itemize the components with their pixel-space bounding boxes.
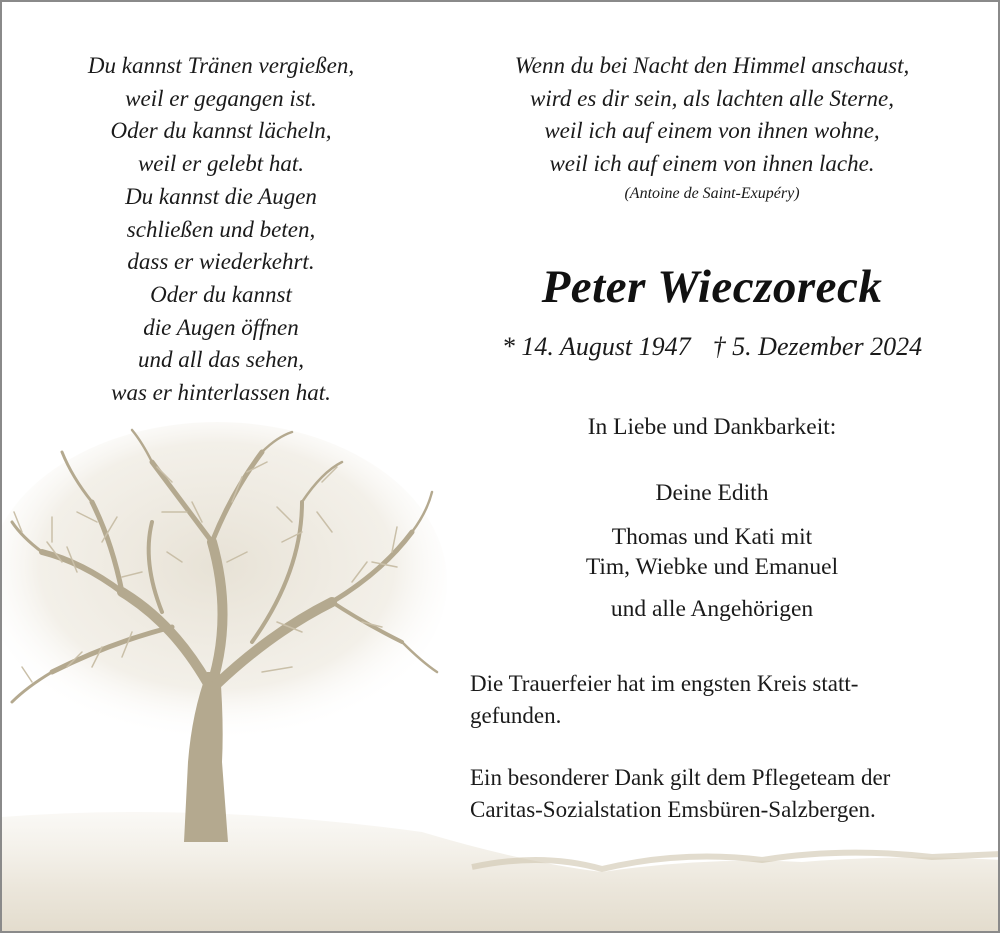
poem-line: Du kannst die Augen xyxy=(125,183,317,209)
funeral-note-line xyxy=(470,668,954,700)
poem-line: die Augen öffnen xyxy=(143,314,299,340)
poem-line: weil er gelebt hat. xyxy=(137,151,305,177)
life-dates xyxy=(462,332,962,362)
poem-line: weil ich auf einem von ihnen wohne, xyxy=(544,118,880,144)
death-date: † 5. Dezember 2024 xyxy=(712,332,923,361)
word: besonderer xyxy=(507,765,609,790)
poem-line: schließen und beten, xyxy=(126,216,316,242)
word: Kreis xyxy=(756,671,807,696)
word: dem xyxy=(706,765,746,790)
left-poem xyxy=(32,50,410,410)
dedication: In Liebe und Dankbarkeit: xyxy=(587,414,837,440)
poem-line: Oder du kannst xyxy=(150,281,292,307)
mourner-line: Deine Edith xyxy=(655,480,769,506)
mourner-line: Tim, Wiebke und Emanuel xyxy=(585,554,839,580)
poem-line: Du kannst Tränen vergießen, xyxy=(87,53,355,78)
word: Die xyxy=(470,671,504,696)
poem-line: weil ich auf einem von ihnen lache. xyxy=(549,151,875,177)
word: Ein xyxy=(470,765,502,790)
poem-attribution: (Antoine de Saint-Exupéry) xyxy=(624,185,800,202)
birth-date: * 14. August 1947 xyxy=(501,332,691,361)
word: gilt xyxy=(669,765,701,790)
mourner-line: Thomas und Kati mit xyxy=(611,524,813,550)
word: engsten xyxy=(680,671,752,696)
right-poem xyxy=(462,50,962,181)
word: statt- xyxy=(812,671,859,696)
thanks-note-line xyxy=(470,762,954,794)
thanks-note-line: Caritas-Sozialstation Emsbüren-Salzbergen. xyxy=(470,797,876,822)
word: hat xyxy=(616,671,646,696)
mourner-group xyxy=(462,522,962,582)
funeral-note xyxy=(470,668,954,732)
word: der xyxy=(860,765,891,790)
thanks-note xyxy=(470,762,954,826)
mourner-line: und alle Angehörigen xyxy=(610,596,814,622)
deceased-name: Peter Wieczoreck xyxy=(541,261,883,313)
funeral-note-line: gefunden. xyxy=(470,703,562,728)
poem-line: weil er gegangen ist. xyxy=(125,85,317,111)
poem-line: Wenn du bei Nacht den Himmel anschaust, xyxy=(514,53,910,78)
word: Pflegeteam xyxy=(751,765,856,790)
poem-line: Oder du kannst lächeln, xyxy=(110,118,332,144)
word: Trauerfeier xyxy=(508,671,612,696)
poem-line: und all das sehen, xyxy=(137,347,305,373)
poem-line: dass er wiederkehrt. xyxy=(127,249,315,275)
word: im xyxy=(650,671,676,696)
poem-line: wird es dir sein, als lachten alle Sterne, xyxy=(530,85,894,111)
word: Dank xyxy=(614,765,665,790)
poem-line: was er hinterlassen hat. xyxy=(111,380,331,406)
